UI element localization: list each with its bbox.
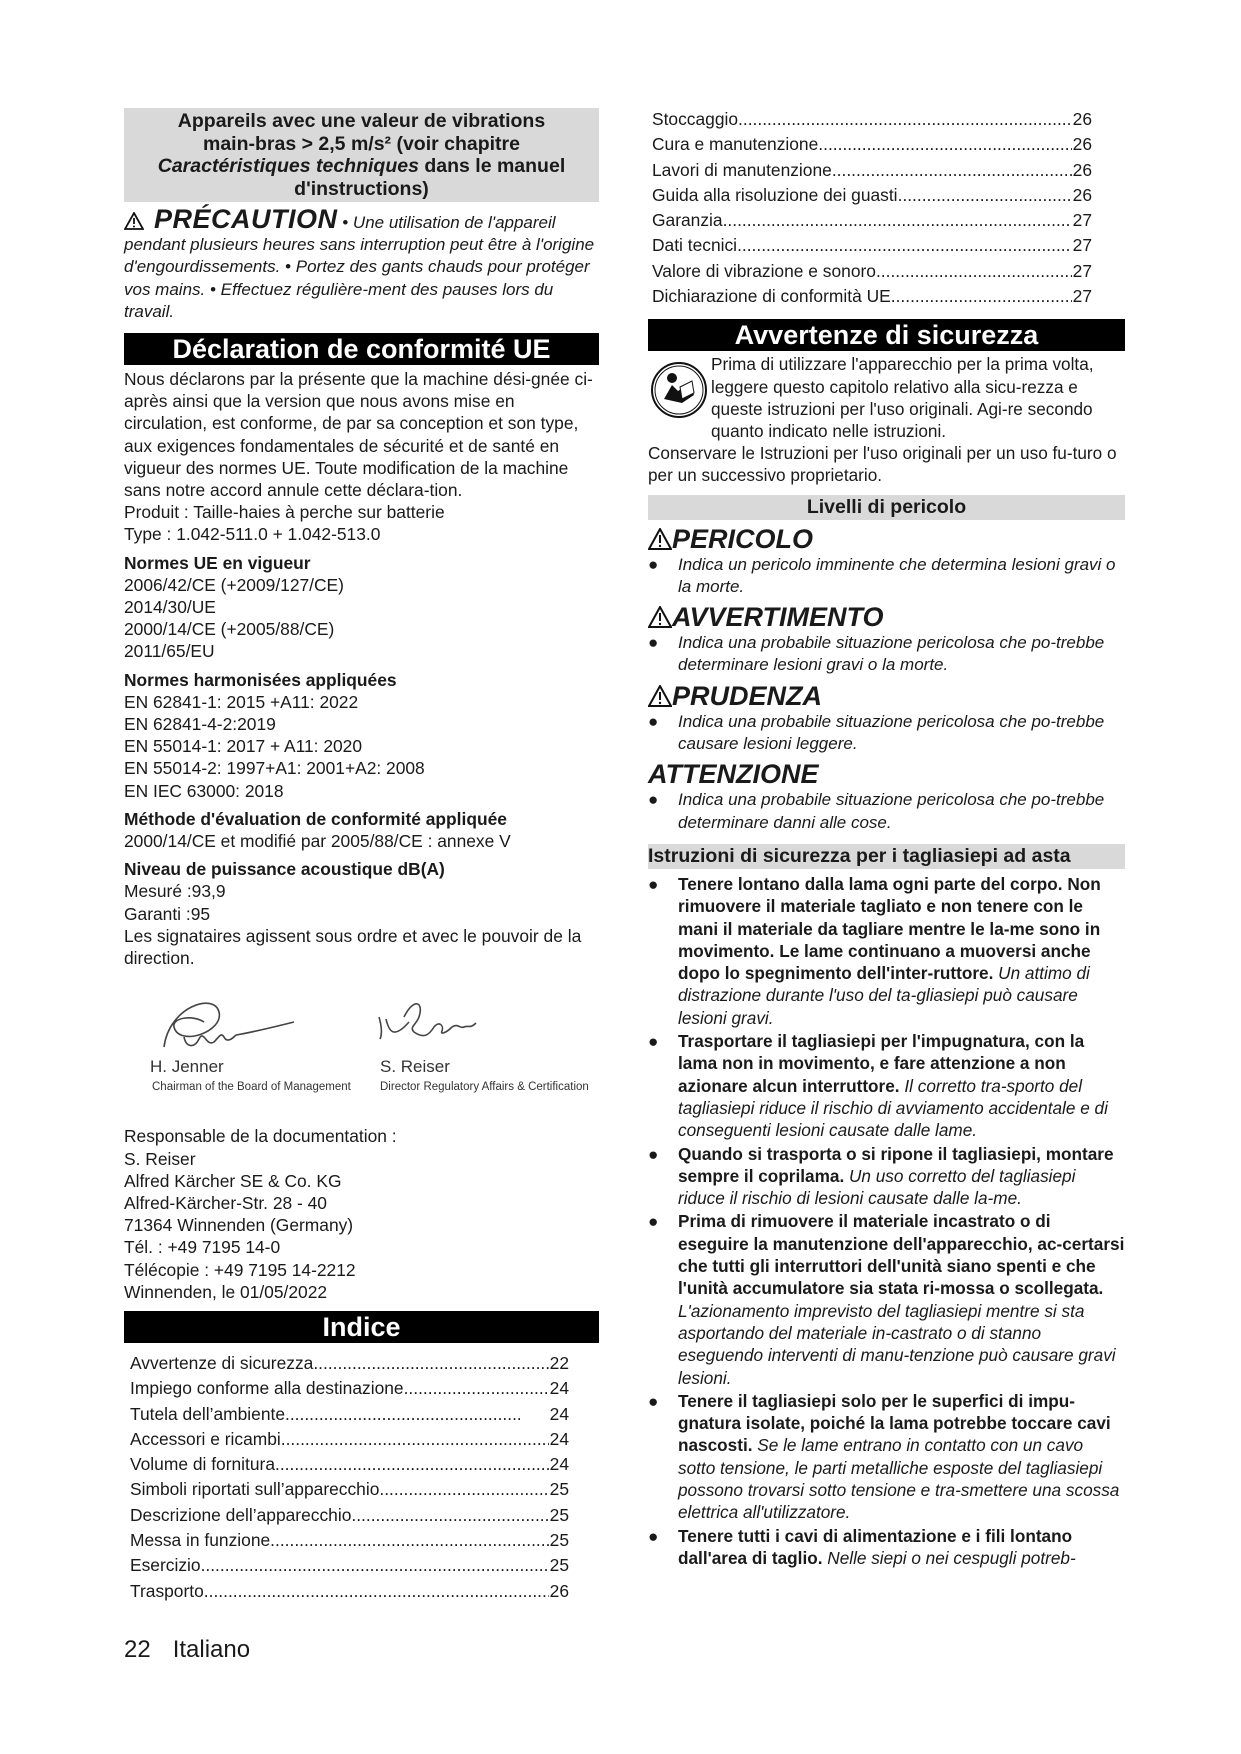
harmonised-title: Normes harmonisées appliquées — [124, 669, 397, 690]
danger-level-text — [648, 632, 1125, 677]
danger-level-title — [648, 602, 1125, 632]
toc-entry[interactable] — [652, 183, 1092, 208]
bullet-icon: ● — [648, 1031, 659, 1052]
toc-entry[interactable] — [130, 1477, 569, 1502]
signatory-1-title: Chairman of the Board of Management — [152, 1081, 351, 1094]
page-language: Italiano — [172, 1636, 251, 1663]
signatory-2-title: Director Regulatory Affairs & Certification — [380, 1081, 589, 1094]
harmonised-norm: EN IEC 63000: 2018 — [124, 780, 284, 801]
contact-line: Responsable de la documentation : — [124, 1126, 397, 1147]
hedge-safety-bold: Tenere il tagliasiepi solo per le superfici di impu-gnatura isolate, poiché la lama potrebbe toccare cavi nascosti. — [678, 1390, 1111, 1456]
contact-line: Télécopie : +49 7195 14-2212 — [124, 1259, 356, 1280]
toc-leader — [891, 284, 1072, 309]
toc-leader — [285, 1402, 520, 1427]
toc-entry[interactable] — [130, 1579, 569, 1604]
caution-text: • Une utilisation de l'appareil pendant plusieurs heures sans interruption peut être à l'origine d'engourdissements. • Portez des gants chauds pour protéger vos mains. • Effectuez régulière-ment des pauses lors du travail. — [124, 213, 595, 321]
toc-label: Accessori e ricambi — [130, 1428, 281, 1449]
toc-leader — [876, 259, 1072, 284]
toc-page: 26 — [1072, 184, 1092, 205]
vibration-line: d'instructions) — [294, 177, 429, 200]
hedge-safety-bold: Tenere tutti i cavi di alimentazione e i fili lontano dall'area di taglio. — [678, 1525, 1073, 1568]
warning-triangle-icon — [648, 685, 672, 707]
hedge-safety-italic: Il corretto tra-sporto del tagliasiepi riduce il rischio di avviamento accidentale e di conseguenti lesioni causate dalle lame. — [678, 1075, 1108, 1141]
toc-label: Garanzia — [652, 210, 723, 231]
toc-leader — [404, 1376, 549, 1401]
eu-norm: 2006/42/CE (+2009/127/CE) — [124, 574, 344, 595]
toc-page: 25 — [549, 1479, 569, 1500]
toc-label: Esercizio — [130, 1555, 201, 1576]
danger-level-label: ATTENZIONE — [648, 759, 819, 790]
harmonised-norm: EN 62841-4-2:2019 — [124, 714, 276, 735]
index-list-left — [124, 1351, 569, 1604]
vibration-notice — [124, 108, 599, 202]
declaration-intro: Nous déclarons par la présente que la machine dési-gnée ci-après ainsi que la version que nous avons mise en circulation, est conforme, de par sa conception et son type, aux exigences fondamentales de sécurité et de santé en vigueur des normes UE. Toute modification de la machine sans notre accord annule cette déclara-tion. — [124, 369, 593, 501]
danger-level-title — [648, 681, 1125, 711]
toc-leader — [379, 1477, 548, 1502]
danger-level-title — [648, 524, 1125, 554]
eu-norm: 2011/65/EU — [124, 641, 215, 662]
toc-leader — [313, 1351, 548, 1376]
toc-leader — [832, 158, 1072, 183]
index-heading: Indice — [124, 1311, 599, 1343]
danger-level-text — [648, 711, 1125, 756]
warning-triangle-icon — [648, 528, 672, 550]
hedge-safety-bold: Quando si trasporta o si ripone il tagliasiepi, montare sempre il coprilama. — [678, 1143, 1114, 1186]
toc-label: Impiego conforme alla destinazione — [130, 1378, 404, 1399]
toc-page: 26 — [1072, 159, 1092, 180]
vibration-line: main-bras > 2,5 m/s² (voir chapitre — [203, 132, 520, 155]
danger-level-description: Indica un pericolo imminente che determina lesioni gravi o la morte. — [678, 554, 1116, 596]
contact-line: Winnenden, le 01/05/2022 — [124, 1281, 328, 1302]
toc-page: 22 — [549, 1352, 569, 1373]
hedge-safety-item — [648, 1525, 1125, 1570]
toc-page: 27 — [1072, 235, 1092, 256]
signature-drawing — [124, 977, 599, 1127]
toc-label: Guida alla risoluzione dei guasti — [652, 184, 898, 205]
sound-title: Niveau de puissance acoustique dB(A) — [124, 859, 445, 880]
toc-label: Descrizione dell’apparecchio — [130, 1504, 352, 1525]
toc-label: Volume di fornitura — [130, 1454, 276, 1475]
bullet-icon: ● — [648, 554, 659, 574]
toc-page: 26 — [549, 1580, 569, 1601]
hedge-safety-list — [648, 873, 1125, 1569]
contact-line: Alfred-Kärcher-Str. 28 - 40 — [124, 1192, 327, 1213]
toc-label: Dichiarazione di conformità UE — [652, 286, 891, 307]
bullet-icon: ● — [648, 1211, 659, 1232]
sound-measured: Mesuré :93,9 — [124, 881, 226, 902]
toc-entry[interactable] — [130, 1452, 569, 1477]
warning-triangle-icon — [124, 212, 144, 230]
toc-entry[interactable] — [130, 1553, 569, 1578]
toc-page: 26 — [1072, 134, 1092, 155]
toc-label: Valore di vibrazione e sonoro — [652, 260, 876, 281]
danger-levels-heading: Livelli di pericolo — [648, 495, 1125, 520]
danger-level-label: PERICOLO — [672, 523, 814, 554]
hedge-safety-item — [648, 1210, 1125, 1388]
toc-entry[interactable] — [652, 132, 1092, 157]
toc-leader — [275, 1452, 549, 1477]
bullet-icon: ● — [648, 873, 659, 894]
toc-leader — [281, 1427, 549, 1452]
toc-leader — [737, 233, 1072, 258]
eu-norm: 2000/14/CE (+2005/88/CE) — [124, 619, 335, 640]
danger-level-label: AVVERTIMENTO — [672, 602, 884, 633]
method-text: 2000/14/CE et modifié par 2005/88/CE : annexe V — [124, 831, 511, 852]
toc-leader — [898, 183, 1072, 208]
toc-leader — [201, 1553, 549, 1578]
hedge-safety-item — [648, 873, 1125, 1029]
right-column — [648, 107, 1125, 1570]
vibration-line — [128, 155, 595, 178]
hedge-safety-italic: L'azionamento imprevisto del tagliasiepi mentre si sta asportando del materiale in-castrato o di stanno eseguendo interventi di manu-tenzione può causare gravi lesioni. — [678, 1300, 1116, 1388]
toc-entry[interactable] — [130, 1503, 569, 1528]
signatory-1-name: H. Jenner — [150, 1057, 224, 1077]
hedge-safety-italic: Un uso corretto del tagliasiepi riduce il rischio di lesioni causate dalle la-me. — [678, 1165, 1076, 1209]
hedge-safety-heading: Istruzioni di sicurezza per i tagliasiepi ad asta — [648, 844, 1125, 869]
harmonised-norm: EN 62841-1: 2015 +A11: 2022 — [124, 691, 359, 712]
signatories-text: Les signataires agissent sous ordre et avec le pouvoir de la direction. — [124, 925, 582, 969]
signatory-2-name: S. Reiser — [380, 1057, 450, 1077]
toc-leader — [204, 1579, 549, 1604]
caution-notice — [124, 204, 599, 323]
toc-page: 24 — [549, 1403, 569, 1424]
safety-intro-text: Prima di utilizzare l'apparecchio per la prima volta, leggere questo capitolo relativo alla sicu-rezza e queste istruzioni per l'uso originali. Agi-re secondo quanto indicato nelle istruzioni. — [711, 354, 1094, 441]
left-column — [124, 108, 599, 1604]
safety-keep-text: Conservare le Istruzioni per l'uso originali per un uso fu-turo o per un successivo proprietario. — [648, 443, 1117, 486]
declaration-product: Produit : Taille-haies à perche sur batterie — [124, 502, 445, 523]
hedge-safety-item — [648, 1030, 1125, 1141]
vibration-line-rest: dans le manuel — [418, 155, 566, 177]
hedge-safety-italic: Nelle siepi o nei cespugli potreb- — [822, 1547, 1076, 1568]
toc-entry[interactable] — [130, 1427, 569, 1452]
bullet-icon: ● — [648, 1390, 659, 1411]
danger-level-description: Indica una probabile situazione pericolosa che po-trebbe determinare danni alle cose. — [678, 790, 1105, 832]
toc-label: Tutela dell’ambiente — [130, 1403, 285, 1424]
toc-page: 25 — [549, 1504, 569, 1525]
page-number: 22 — [124, 1636, 151, 1663]
signatures — [124, 977, 599, 1127]
toc-label: Trasporto — [130, 1580, 204, 1601]
toc-entry[interactable] — [652, 233, 1092, 258]
declaration-type: Type : 1.042-511.0 + 1.042-513.0 — [124, 524, 381, 545]
warning-triangle-icon — [648, 606, 672, 628]
hedge-safety-bold: Tenere lontano dalla lama ogni parte del corpo. Non rimuovere il materiale tagliato e non tenere con le mani il materiale da tagliare mentre le la-me sono in movimento. Le lame continuano a muoversi anche dopo lo spegnimento dell'inter-ruttore. — [678, 873, 1101, 984]
vibration-chapter-ref: Caractéristiques techniques — [157, 155, 419, 177]
danger-level-title — [648, 759, 1125, 789]
hedge-safety-italic: Se le lame entrano in contatto con un cavo sotto tensione, le parti metalliche esposte del tagliasiepi possono trovarsi sotto tensione e tra-smettere una scossa elettrica all'utilizzatore. — [678, 1435, 1120, 1523]
toc-leader — [351, 1503, 548, 1528]
toc-entry[interactable] — [652, 107, 1092, 132]
read-manual-icon — [650, 361, 708, 419]
hedge-safety-bold: Prima di rimuovere il materiale incastrato o di eseguire la manutenzione dell'apparecchio, ac-certarsi che tutti gli interruttori dell'unità siano spenti e che l'unità accumulatore sia stata ri-mossa o scollegata. — [678, 1211, 1125, 1299]
bullet-icon: ● — [648, 1143, 659, 1164]
toc-entry[interactable] — [652, 158, 1092, 183]
bullet-icon: ● — [648, 711, 659, 731]
toc-label: Lavori di manutenzione — [652, 159, 832, 180]
toc-page: 24 — [549, 1454, 569, 1475]
toc-entry[interactable] — [652, 284, 1092, 309]
toc-leader — [723, 208, 1072, 233]
hedge-safety-italic: Un attimo di distrazione durante l'uso del ta-gliasiepi può causare lesioni gravi. — [678, 963, 1090, 1028]
toc-page: 24 — [549, 1378, 569, 1399]
safety-heading: Avvertenze di sicurezza — [648, 319, 1125, 351]
toc-page: 25 — [549, 1555, 569, 1576]
index-list-right — [648, 107, 1092, 309]
toc-label: Stoccaggio — [652, 109, 739, 129]
toc-entry[interactable] — [652, 208, 1092, 233]
eu-norm: 2014/30/UE — [124, 597, 216, 618]
toc-label: Dati tecnici — [652, 235, 738, 256]
toc-leader — [738, 107, 1072, 132]
toc-leader — [270, 1528, 548, 1553]
toc-page: 25 — [549, 1530, 569, 1550]
toc-entry[interactable] — [130, 1402, 569, 1427]
bullet-icon: ● — [648, 790, 659, 810]
danger-level-description: Indica una probabile situazione pericolosa che po-trebbe determinare lesioni gravi o la morte. — [678, 633, 1105, 675]
toc-label: Messa in funzione — [130, 1530, 271, 1550]
method-title: Méthode d'évaluation de conformité appliquée — [124, 808, 507, 829]
toc-label: Simboli riportati sull’apparecchio — [130, 1479, 380, 1500]
contact-line: 71364 Winnenden (Germany) — [124, 1215, 354, 1236]
contact-line: Alfred Kärcher SE & Co. KG — [124, 1170, 342, 1191]
danger-level-text — [648, 554, 1125, 599]
hedge-safety-bold: Trasportare il tagliasiepi per l'impugnatura, con la lama non in movimento, e fare attenzione a non azionare alcun interruttore. — [678, 1031, 1085, 1096]
toc-page: 27 — [1072, 286, 1092, 307]
contact-line: S. Reiser — [124, 1148, 196, 1169]
harmonised-norm: EN 55014-1: 2017 + A11: 2020 — [124, 736, 363, 757]
toc-leader — [818, 132, 1071, 157]
toc-page: 26 — [1072, 109, 1092, 129]
toc-page: 24 — [549, 1428, 569, 1449]
harmonised-norm: EN 55014-2: 1997+A1: 2001+A2: 2008 — [124, 758, 425, 779]
hedge-safety-item — [648, 1390, 1125, 1524]
caution-title: PRÉCAUTION — [154, 204, 338, 234]
toc-entry[interactable] — [130, 1351, 569, 1376]
toc-label: Cura e manutenzione — [652, 134, 819, 155]
sound-guaranteed: Garanti :95 — [124, 903, 211, 924]
danger-level-description: Indica una probabile situazione pericolosa che po-trebbe causare lesioni leggere. — [678, 711, 1105, 754]
toc-label: Avvertenze di sicurezza — [130, 1352, 314, 1373]
safety-intro-block — [648, 353, 1125, 486]
toc-entry[interactable] — [130, 1528, 569, 1553]
bullet-icon: ● — [648, 633, 659, 653]
vibration-line: Appareils avec une valeur de vibrations — [177, 110, 546, 132]
toc-entry[interactable] — [130, 1376, 569, 1401]
declaration-heading: Déclaration de conformité UE — [124, 333, 599, 365]
contact-line: Tél. : +49 7195 14-0 — [124, 1237, 281, 1258]
bullet-icon: ● — [648, 1525, 659, 1546]
page-footer — [124, 1636, 272, 1664]
hedge-safety-item — [648, 1143, 1125, 1210]
eu-norms-title: Normes UE en vigueur — [124, 552, 311, 573]
toc-page: 27 — [1072, 210, 1092, 231]
toc-page: 27 — [1072, 260, 1092, 281]
danger-level-text — [648, 789, 1125, 834]
toc-entry[interactable] — [652, 259, 1092, 284]
danger-level-label: PRUDENZA — [672, 680, 823, 711]
